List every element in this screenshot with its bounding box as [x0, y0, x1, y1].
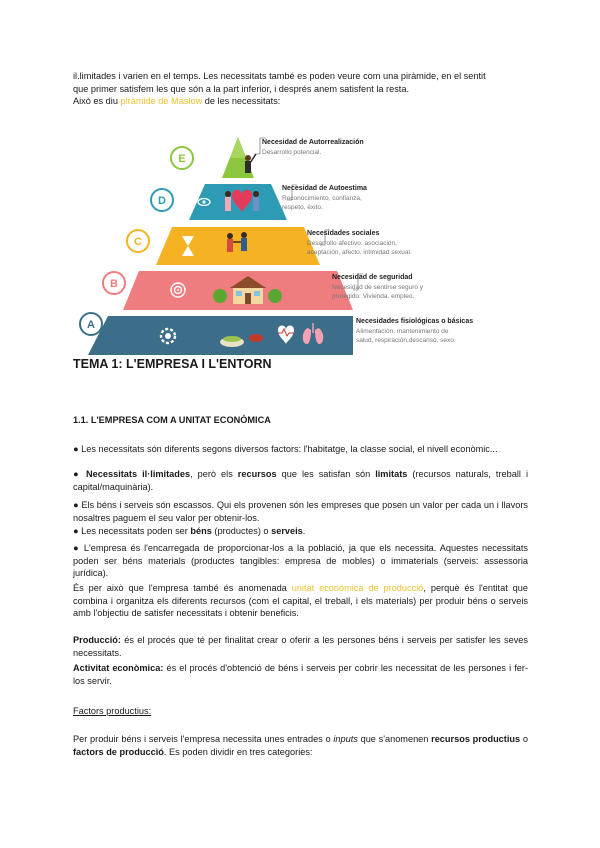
label-level-e [262, 139, 364, 156]
maslow-pyramid-figure [70, 130, 490, 360]
bullet-6-post: , perquè és l'entitat que combina i organitza els diferents recursos (com el capital, el treball, i els materials) per produir béns o serveis amb l'objectiu de satisfer necessitats i obtenir beneficis. [73, 583, 528, 619]
svg-text:B: B [110, 278, 118, 290]
subsection-heading: 1.1. L'EMPRESA COM A UNITAT ECONÒMICA [73, 415, 271, 425]
svg-text:respeto, éxito.: respeto, éxito. [282, 204, 323, 211]
activitat-term: Activitat econòmica: [73, 663, 164, 673]
svg-text:E: E [178, 153, 186, 165]
factors-bold-2: factors de producció [73, 746, 164, 757]
intro-paragraph [73, 70, 528, 108]
bullet-4-bold-2: serveis [271, 526, 303, 536]
person-at-top-icon [245, 154, 256, 173]
bullet-5: ● L'empresa és l'encarregada de proporcionar-los a la població, ja que els necessita. Aquestes necessitats poden ser béns materials (productes tangibles: empresa de mobles) o immaterials (serveis: assessoria jurídica). [73, 543, 528, 579]
bullet-2-mid-1: , però els [190, 469, 238, 479]
svg-text:Necesidad de sentirse seguro y: Necesidad de sentirse seguro y [332, 284, 424, 291]
activitat-text: és el procés d'obtenció de béns i serveis per cobrir les necessitat de les persones i fer-los servir. [73, 663, 529, 686]
factors-paragraph [73, 733, 528, 758]
bullet-2-mid-2: que les satisfan són [276, 469, 376, 479]
pyramid-level-c [156, 227, 320, 265]
bullet-1: ● Les necessitats són diferents segons diversos factors: l'habitatge, la classe social, el nivell econòmic... [73, 444, 498, 454]
bullet-2 [73, 468, 528, 493]
intro-line-2: que primer satisfem les que són a la part inferior, i després anem satisfent la resta. [73, 83, 410, 94]
svg-text:C: C [134, 236, 142, 248]
bullet-4-bold-1: béns [190, 526, 212, 536]
factors-italic: inputs [333, 734, 358, 744]
unitat-economica-link[interactable]: unitat econòmica de producció [291, 583, 424, 593]
svg-text:salud, respiración,descanso, s: salud, respiración,descanso, sexo. [356, 337, 456, 344]
letter-c-badge [127, 230, 149, 252]
intro-line-3-pre: Això es diu [73, 96, 121, 107]
label-level-a [356, 318, 473, 344]
svg-text:Desarrollo afectivo. asociació: Desarrollo afectivo. asociación, [307, 240, 397, 247]
svg-text:Reconocimiento, confianza,: Reconocimiento, confianza, [282, 195, 362, 202]
label-level-c [307, 230, 412, 256]
pyramid-level-a [88, 316, 353, 355]
svg-text:protegido: Vivienda. empleo.: protegido: Vivienda. empleo. [332, 293, 415, 300]
bullet-2-bold-3: limitats [375, 469, 408, 479]
svg-text:Necesidades sociales: Necesidades sociales [307, 230, 380, 237]
factors-pre: Per produir béns i serveis l'empresa necessita unes entrades o [73, 734, 334, 744]
intro-line-1: il.limitades i varien en el temps. Les necessitats també es poden veure com una piràmide, en el sentit [73, 71, 486, 81]
svg-text:Necesidad de Autoestima: Necesidad de Autoestima [282, 185, 367, 192]
bullet-2-bold-1: Necessitats il·limitades [86, 469, 191, 479]
definition-produccio [73, 634, 528, 659]
svg-text:Desarrollo potencial.: Desarrollo potencial. [262, 149, 322, 156]
factors-title-text: Factors productius: [73, 706, 152, 716]
bullet-6 [73, 582, 528, 620]
letter-e-badge [171, 147, 193, 169]
factors-title [73, 705, 528, 718]
bullet-4-mid: (productes) o [211, 526, 272, 536]
svg-text:Necesidad de Autorrealización: Necesidad de Autorrealización [262, 139, 364, 146]
svg-text:D: D [158, 195, 166, 207]
produccio-term: Producció: [73, 635, 121, 645]
intro-line-3 [73, 95, 528, 108]
label-level-d [282, 185, 367, 211]
bullet-4 [73, 525, 528, 538]
intro-line-3-post: de les necessitats: [202, 96, 281, 107]
bullet-2-post: (recursos naturals, treball i capital/maquinària). [73, 469, 528, 492]
svg-text:A: A [87, 319, 95, 331]
bullet-2-bold-2: recursos [237, 469, 277, 479]
bullet-4-pre: ● Les necessitats poden ser [73, 526, 191, 536]
svg-text:Alimentación, mantenimiento de: Alimentación, mantenimiento de [356, 328, 449, 335]
section-heading: TEMA 1: L'EMPRESA I L'ENTORN [73, 357, 272, 371]
produccio-text: és el procés que té per finalitat crear o oferir a les persones béns i serveis per satisfer les seves necessitats. [73, 635, 528, 658]
svg-text:aceptación, afecto. intimidad: aceptación, afecto. intimidad sexual. [307, 249, 412, 256]
letter-a-badge [80, 313, 102, 335]
svg-text:Necesidad de seguridad: Necesidad de seguridad [332, 274, 413, 281]
bullet-4-post: . [302, 526, 306, 536]
factors-mid-1: que s'anomenen [357, 734, 432, 744]
letter-b-badge [103, 272, 125, 294]
label-level-b [332, 274, 424, 300]
factors-mid-2: o [520, 734, 528, 744]
factors-bold-1: recursos productius [431, 734, 521, 744]
definition-activitat [73, 662, 528, 687]
bullet-6-pre: És per això que l'empresa també és anomenada [73, 583, 292, 593]
maslow-link[interactable]: piràmide de Maslow [120, 96, 203, 107]
svg-text:Necesidades fisiológicas o bás: Necesidades fisiológicas o básicas [356, 318, 474, 325]
bullet-3: ● Els béns i serveis són escassos. Qui els provenen són les empreses que posen un valor per cada un i llavors nosaltres paguem el seu valor per obtenir-los. [73, 500, 528, 523]
factors-post: . Es poden dividir en tres categories: [163, 746, 313, 757]
letter-d-badge [151, 189, 173, 211]
bullet-2-pre: ● [73, 469, 87, 479]
